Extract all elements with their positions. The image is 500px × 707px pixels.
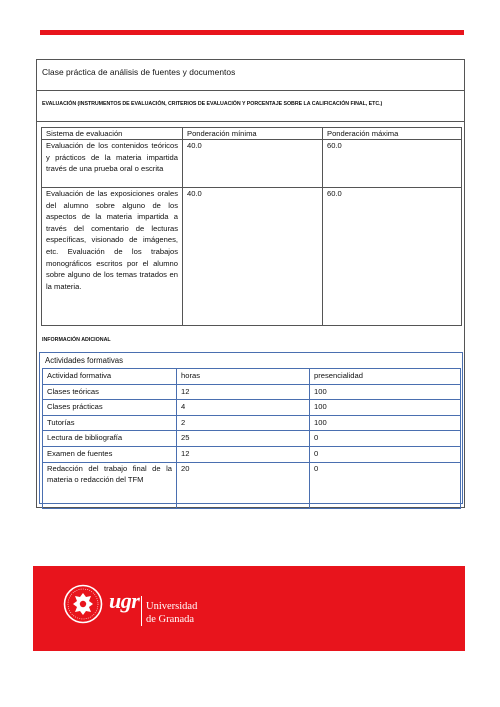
header-min-weight: Ponderación mínima [183, 128, 323, 140]
document-frame [36, 59, 465, 508]
activities-table-header [43, 369, 461, 385]
university-footer [33, 566, 465, 651]
training-activities-box [39, 352, 463, 504]
table-row [42, 188, 462, 326]
table-row [43, 446, 461, 462]
presence-cell: 0 [310, 446, 461, 462]
hours-cell: 20 [177, 462, 310, 508]
evaluation-heading-row [37, 91, 464, 122]
evaluation-heading: EVALUACIÓN (INSTRUMENTOS DE EVALUACIÓN, CRITERIOS DE EVALUACIÓN Y PORCENTAJE SOBRE LA CALIFICACIÓN FINAL, ETC.) [42, 101, 383, 107]
university-name [146, 600, 197, 626]
activity-cell: Examen de fuentes [43, 446, 177, 462]
activity-cell: Redacción del trabajo final de la materia o redacción del TFM [43, 462, 177, 508]
evaluation-table [41, 127, 462, 326]
max-weight-cell: 60.0 [323, 140, 462, 188]
presence-cell: 0 [310, 431, 461, 447]
hours-cell: 12 [177, 384, 310, 400]
evaluation-system-cell: Evaluación de los contenidos teóricos y prácticos de la materia impartida través de una prueba oral o escrita [42, 140, 183, 188]
hours-cell: 4 [177, 400, 310, 416]
header-activity: Actividad formativa [43, 369, 177, 385]
table-row [43, 384, 461, 400]
table-row [43, 431, 461, 447]
university-seal-icon [63, 584, 103, 624]
additional-info-heading: INFORMACIÓN ADICIONAL [42, 337, 111, 343]
hours-cell: 12 [177, 446, 310, 462]
header-presence: presencialidad [310, 369, 461, 385]
activity-cell: Tutorías [43, 415, 177, 431]
logo-divider [141, 596, 142, 626]
table-row [43, 415, 461, 431]
table-row [43, 400, 461, 416]
presence-cell: 100 [310, 400, 461, 416]
header-accent-bar [40, 30, 464, 35]
hours-cell: 25 [177, 431, 310, 447]
ugr-logo-mark: ugr [109, 588, 140, 613]
university-name-line1: Universidad [146, 601, 198, 612]
table-row [43, 462, 461, 508]
activity-cell: Clases prácticas [43, 400, 177, 416]
activities-caption: Actividades formativas [45, 356, 123, 365]
title-row [37, 60, 464, 91]
presence-cell: 0 [310, 462, 461, 508]
activity-cell: Lectura de bibliografía [43, 431, 177, 447]
activities-table [42, 368, 461, 509]
table-row [42, 140, 462, 188]
presence-cell: 100 [310, 415, 461, 431]
presence-cell: 100 [310, 384, 461, 400]
min-weight-cell: 40.0 [183, 140, 323, 188]
document-title: Clase práctica de análisis de fuentes y documentos [42, 67, 236, 77]
max-weight-cell: 60.0 [323, 188, 462, 326]
min-weight-cell: 40.0 [183, 188, 323, 326]
header-hours: horas [177, 369, 310, 385]
evaluation-table-header [42, 128, 462, 140]
header-evaluation-system: Sistema de evaluación [42, 128, 183, 140]
university-name-line2: de Granada [146, 614, 195, 625]
evaluation-system-cell: Evaluación de las exposiciones orales del alumno sobre alguno de los aspectos de la materia impartida a través del comentario de lecturas específicas, visionado de imágenes, etc. Evaluación de los trabajos monográficos escritos por el alumno sobre alguno de los temas tratados en la materia. [42, 188, 183, 326]
header-max-weight: Ponderación máxima [323, 128, 462, 140]
hours-cell: 2 [177, 415, 310, 431]
activity-cell: Clases teóricas [43, 384, 177, 400]
